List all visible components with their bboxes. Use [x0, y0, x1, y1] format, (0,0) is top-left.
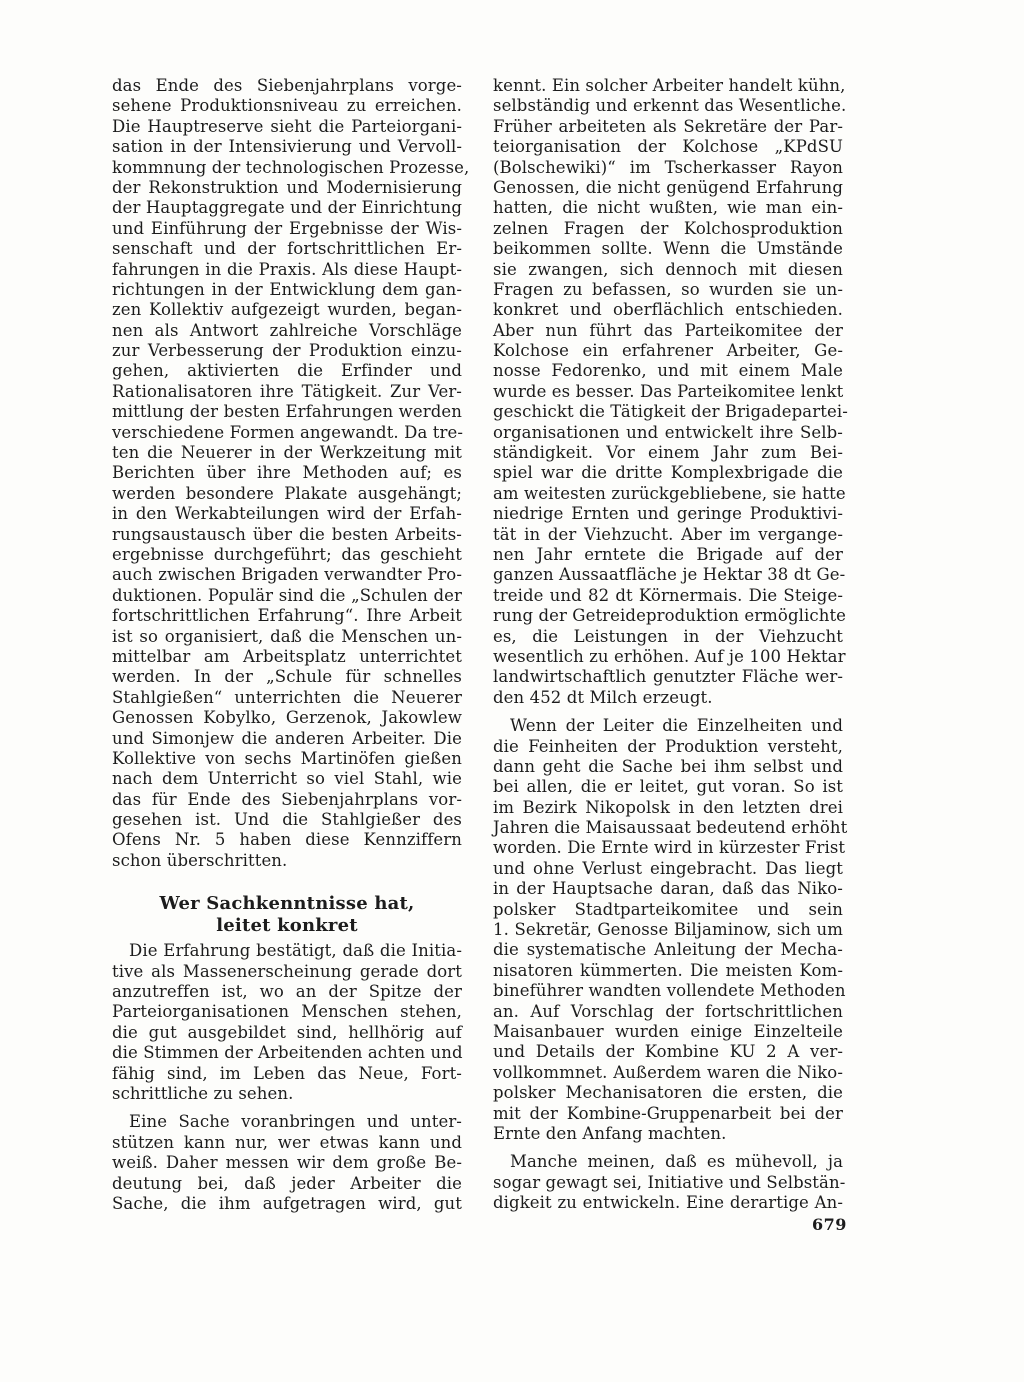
text-line: Die Erfahrung bestätigt, daß die Initia-: [129, 941, 462, 961]
text-line: Ernte den Anfang machten.: [493, 1123, 727, 1143]
text-line: Rationalisatoren ihre Tätigkeit. Zur Ver-: [112, 381, 462, 401]
text-line: Wenn der Leiter die Einzelheiten und: [510, 716, 843, 736]
text-line: niedrige Ernten und geringe Produktivi-: [493, 504, 843, 524]
text-line: polsker Mechanisatoren die ersten, die: [493, 1083, 843, 1103]
text-line: fähig sind, im Leben das Neue, Fort-: [112, 1063, 462, 1083]
text-line: senschaft und der fortschrittlichen Er-: [112, 239, 462, 259]
text-line: das für Ende des Siebenjahrplans vor-: [112, 789, 462, 809]
text-line: sogar gewagt sei, Initiative und Selbstän-: [493, 1172, 846, 1192]
text-line: die Stimmen der Arbeitenden achten und: [112, 1043, 463, 1063]
text-line: zen Kollektiv aufgezeigt wurden, began-: [112, 300, 462, 320]
text-line: Aber nun führt das Parteikomitee der: [493, 320, 843, 340]
text-line: auch zwischen Brigaden verwandter Pro-: [112, 565, 462, 585]
text-line: sie zwangen, sich dennoch mit diesen: [493, 259, 843, 279]
text-line: nosse Fedorenko, und mit einem Male: [493, 361, 843, 381]
text-line: worden. Die Ernte wird in kürzester Frist: [493, 838, 846, 858]
text-line: und ohne Verlust eingebracht. Das liegt: [493, 858, 843, 878]
text-line: und Details der Kombine KU 2 A ver-: [493, 1042, 843, 1062]
text-line: spiel war die dritte Komplexbrigade die: [493, 463, 843, 483]
text-line: ganzen Aussaatfläche je Hektar 38 dt Ge-: [493, 565, 846, 585]
text-line: zur Verbesserung der Produktion einzu-: [112, 341, 462, 361]
text-line: Parteiorganisationen Menschen stehen,: [112, 1002, 462, 1022]
text-line: richtungen in der Entwicklung dem gan-: [112, 279, 462, 299]
paragraph-spacer: [493, 1144, 843, 1152]
text-line: tive als Massenerscheinung gerade dort: [112, 961, 462, 981]
text-line: sation in der Intensivierung und Vervoll-: [112, 137, 462, 157]
text-line: rungsaustausch über die besten Arbeits-: [112, 524, 462, 544]
text-line: geschickt die Tätigkeit der Brigadepartei-: [493, 402, 848, 422]
text-line: ist so organisiert, daß die Menschen un-: [112, 626, 462, 646]
text-line: bineführer wandten vollendete Methoden: [493, 981, 846, 1001]
text-line: landwirtschaftlich genutzter Fläche wer-: [493, 667, 843, 687]
text-line: Stahlgießen“ unterrichten die Neuerer: [112, 687, 462, 707]
text-line: ergebnisse durchgeführt; das geschieht: [112, 544, 462, 564]
text-line: gehen, aktivierten die Erfinder und: [112, 361, 462, 381]
text-line: nen als Antwort zahlreiche Vorschläge: [112, 320, 462, 340]
text-line: bei allen, die er leitet, gut voran. So ist: [493, 777, 843, 797]
section-heading-line-1: Wer Sachkenntnisse hat,: [159, 893, 415, 915]
text-line: anzutreffen ist, wo an der Spitze der: [112, 982, 462, 1002]
text-line: die Feinheiten der Produktion versteht,: [493, 736, 843, 756]
text-line: Genossen Kobylko, Gerzenok, Jakowlew: [112, 708, 462, 728]
text-line: werden besondere Plakate ausgehängt;: [112, 483, 462, 503]
text-line: und Simonjew die anderen Arbeiter. Die: [112, 728, 462, 748]
text-line: vollkommnet. Außerdem waren die Niko-: [493, 1062, 843, 1082]
text-line: fortschrittlichen Erfahrung“. Ihre Arbeit: [112, 606, 462, 626]
text-line: hatten, die nicht wußten, wie man ein-: [493, 198, 843, 218]
text-line: Eine Sache voranbringen und unter-: [129, 1112, 462, 1132]
text-line: kommnung der technologischen Prozesse,: [112, 157, 470, 177]
text-line: in den Werkabteilungen wird der Erfah-: [112, 504, 462, 524]
text-line: ständigkeit. Vor einem Jahr zum Bei-: [493, 443, 843, 463]
text-line: nen Jahr erntete die Brigade auf der: [493, 544, 843, 564]
text-line: Früher arbeiteten als Sekretäre der Par-: [493, 116, 843, 136]
text-line: gesehen ist. Und die Stahlgießer des: [112, 810, 462, 830]
text-line: konkret und oberflächlich entschieden.: [493, 300, 843, 320]
paragraph-spacer: [112, 1104, 462, 1112]
text-line: am weitesten zurückgebliebene, sie hatte: [493, 483, 846, 503]
text-line: Fragen zu befassen, so wurden sie un-: [493, 279, 843, 299]
right-paragraph-2: [493, 716, 848, 1144]
page-number: 679: [812, 1215, 847, 1234]
text-line: stützen kann nur, wer etwas kann und: [112, 1132, 462, 1152]
text-line: nisatoren kümmerten. Die meisten Kom-: [493, 960, 843, 980]
text-line: organisationen und entwickelt ihre Selb-: [493, 422, 843, 442]
text-line: sehene Produktionsniveau zu erreichen.: [112, 96, 462, 116]
text-line: den 452 dt Milch erzeugt.: [493, 687, 713, 707]
text-line: schon überschritten.: [112, 850, 288, 870]
text-line: Manche meinen, daß es mühevoll, ja: [510, 1152, 843, 1172]
text-line: Maisanbauer wurden einige Einzelteile: [493, 1021, 843, 1041]
right-column: [493, 76, 848, 1213]
text-line: im Bezirk Nikopolsk in den letzten drei: [493, 797, 843, 817]
text-line: Die Hauptreserve sieht die Parteiorgani-: [112, 116, 462, 136]
text-line: deutung bei, daß jeder Arbeiter die: [112, 1173, 462, 1193]
text-line: mittlung der besten Erfahrungen werden: [112, 402, 462, 422]
text-line: an. Auf Vorschlag der fortschrittlichen: [493, 1001, 843, 1021]
text-line: das Ende des Siebenjahrplans vorge-: [112, 76, 462, 95]
text-line: dann geht die Sache bei ihm selbst und: [493, 756, 843, 776]
text-line: nach dem Unterricht so viel Stahl, wie: [112, 769, 462, 789]
text-line: Kolchose ein erfahrener Arbeiter, Ge-: [493, 341, 843, 361]
text-line: wurde es besser. Das Parteikomitee lenkt: [493, 381, 844, 401]
text-line: Berichten über ihre Methoden auf; es: [112, 463, 462, 483]
text-line: fahrungen in die Praxis. Als diese Haupt-: [112, 259, 462, 279]
section-heading-line-2: leitet konkret: [216, 915, 358, 937]
left-paragraph-2: [112, 941, 462, 1104]
text-line: Genossen, die nicht genügend Erfahrung: [493, 177, 843, 197]
text-line: ten die Neuerer in der Werkzeitung mit: [112, 443, 462, 463]
paragraph-spacer: [493, 708, 843, 716]
text-line: tät in der Viehzucht. Aber im vergange-: [493, 524, 843, 544]
text-line: treide und 82 dt Körnermais. Die Steige-: [493, 585, 843, 605]
text-line: der Hauptaggregate und der Einrichtung: [112, 198, 462, 218]
right-paragraph-1: [493, 76, 848, 708]
text-line: und Einführung der Ergebnisse der Wis-: [112, 218, 462, 238]
text-line: Sache, die ihm aufgetragen wird, gut: [112, 1193, 462, 1213]
text-line: Ofens Nr. 5 haben diese Kennziffern: [112, 830, 462, 850]
left-column: [112, 76, 470, 1214]
text-line: duktionen. Populär sind die „Schulen der: [112, 585, 462, 605]
text-line: wesentlich zu erhöhen. Auf je 100 Hektar: [493, 646, 846, 666]
right-paragraph-3: [493, 1152, 846, 1213]
left-paragraph-1: [112, 76, 470, 871]
heading-spacer-top: [112, 871, 462, 893]
text-line: Jahren die Maisaussaat bedeutend erhöht: [493, 818, 848, 838]
text-line: 1. Sekretär, Genosse Biljaminow, sich um: [493, 920, 843, 940]
text-line: mittelbar am Arbeitsplatz unterrichtet: [112, 646, 462, 666]
text-line: digkeit zu entwickeln. Eine derartige An-: [493, 1193, 843, 1213]
text-line: die gut ausgebildet sind, hellhörig auf: [112, 1022, 462, 1042]
section-heading: [112, 893, 462, 937]
text-line: verschiedene Formen angewandt. Da tre-: [112, 422, 463, 442]
text-line: polsker Stadtparteikomitee und sein: [493, 899, 843, 919]
text-line: weiß. Daher messen wir dem große Be-: [112, 1153, 462, 1173]
text-line: werden. In der „Schule für schnelles: [112, 667, 462, 687]
text-line: teiorganisation der Kolchose „KPdSU: [493, 137, 843, 157]
text-line: der Rekonstruktion und Modernisierung: [112, 177, 462, 197]
text-line: selbständig und erkennt das Wesentliche.: [493, 96, 847, 116]
text-line: beikommen sollte. Wenn die Umstände: [493, 239, 843, 259]
text-line: schrittliche zu sehen.: [112, 1083, 294, 1103]
text-line: in der Hauptsache daran, daß das Niko-: [493, 879, 843, 899]
text-line: die systematische Anleitung der Mecha-: [493, 940, 843, 960]
text-line: Kollektive von sechs Martinöfen gießen: [112, 748, 462, 768]
text-line: zelnen Fragen der Kolchosproduktion: [493, 218, 843, 238]
text-line: mit der Kombine-Gruppenarbeit bei der: [493, 1103, 843, 1123]
text-line: (Bolschewiki)“ im Tscherkasser Rayon: [493, 157, 843, 177]
text-line: kennt. Ein solcher Arbeiter handelt kühn,: [493, 76, 846, 95]
text-line: es, die Leistungen in der Viehzucht: [493, 626, 843, 646]
text-line: rung der Getreideproduktion ermöglichte: [493, 606, 847, 626]
left-paragraph-3: [112, 1112, 462, 1214]
